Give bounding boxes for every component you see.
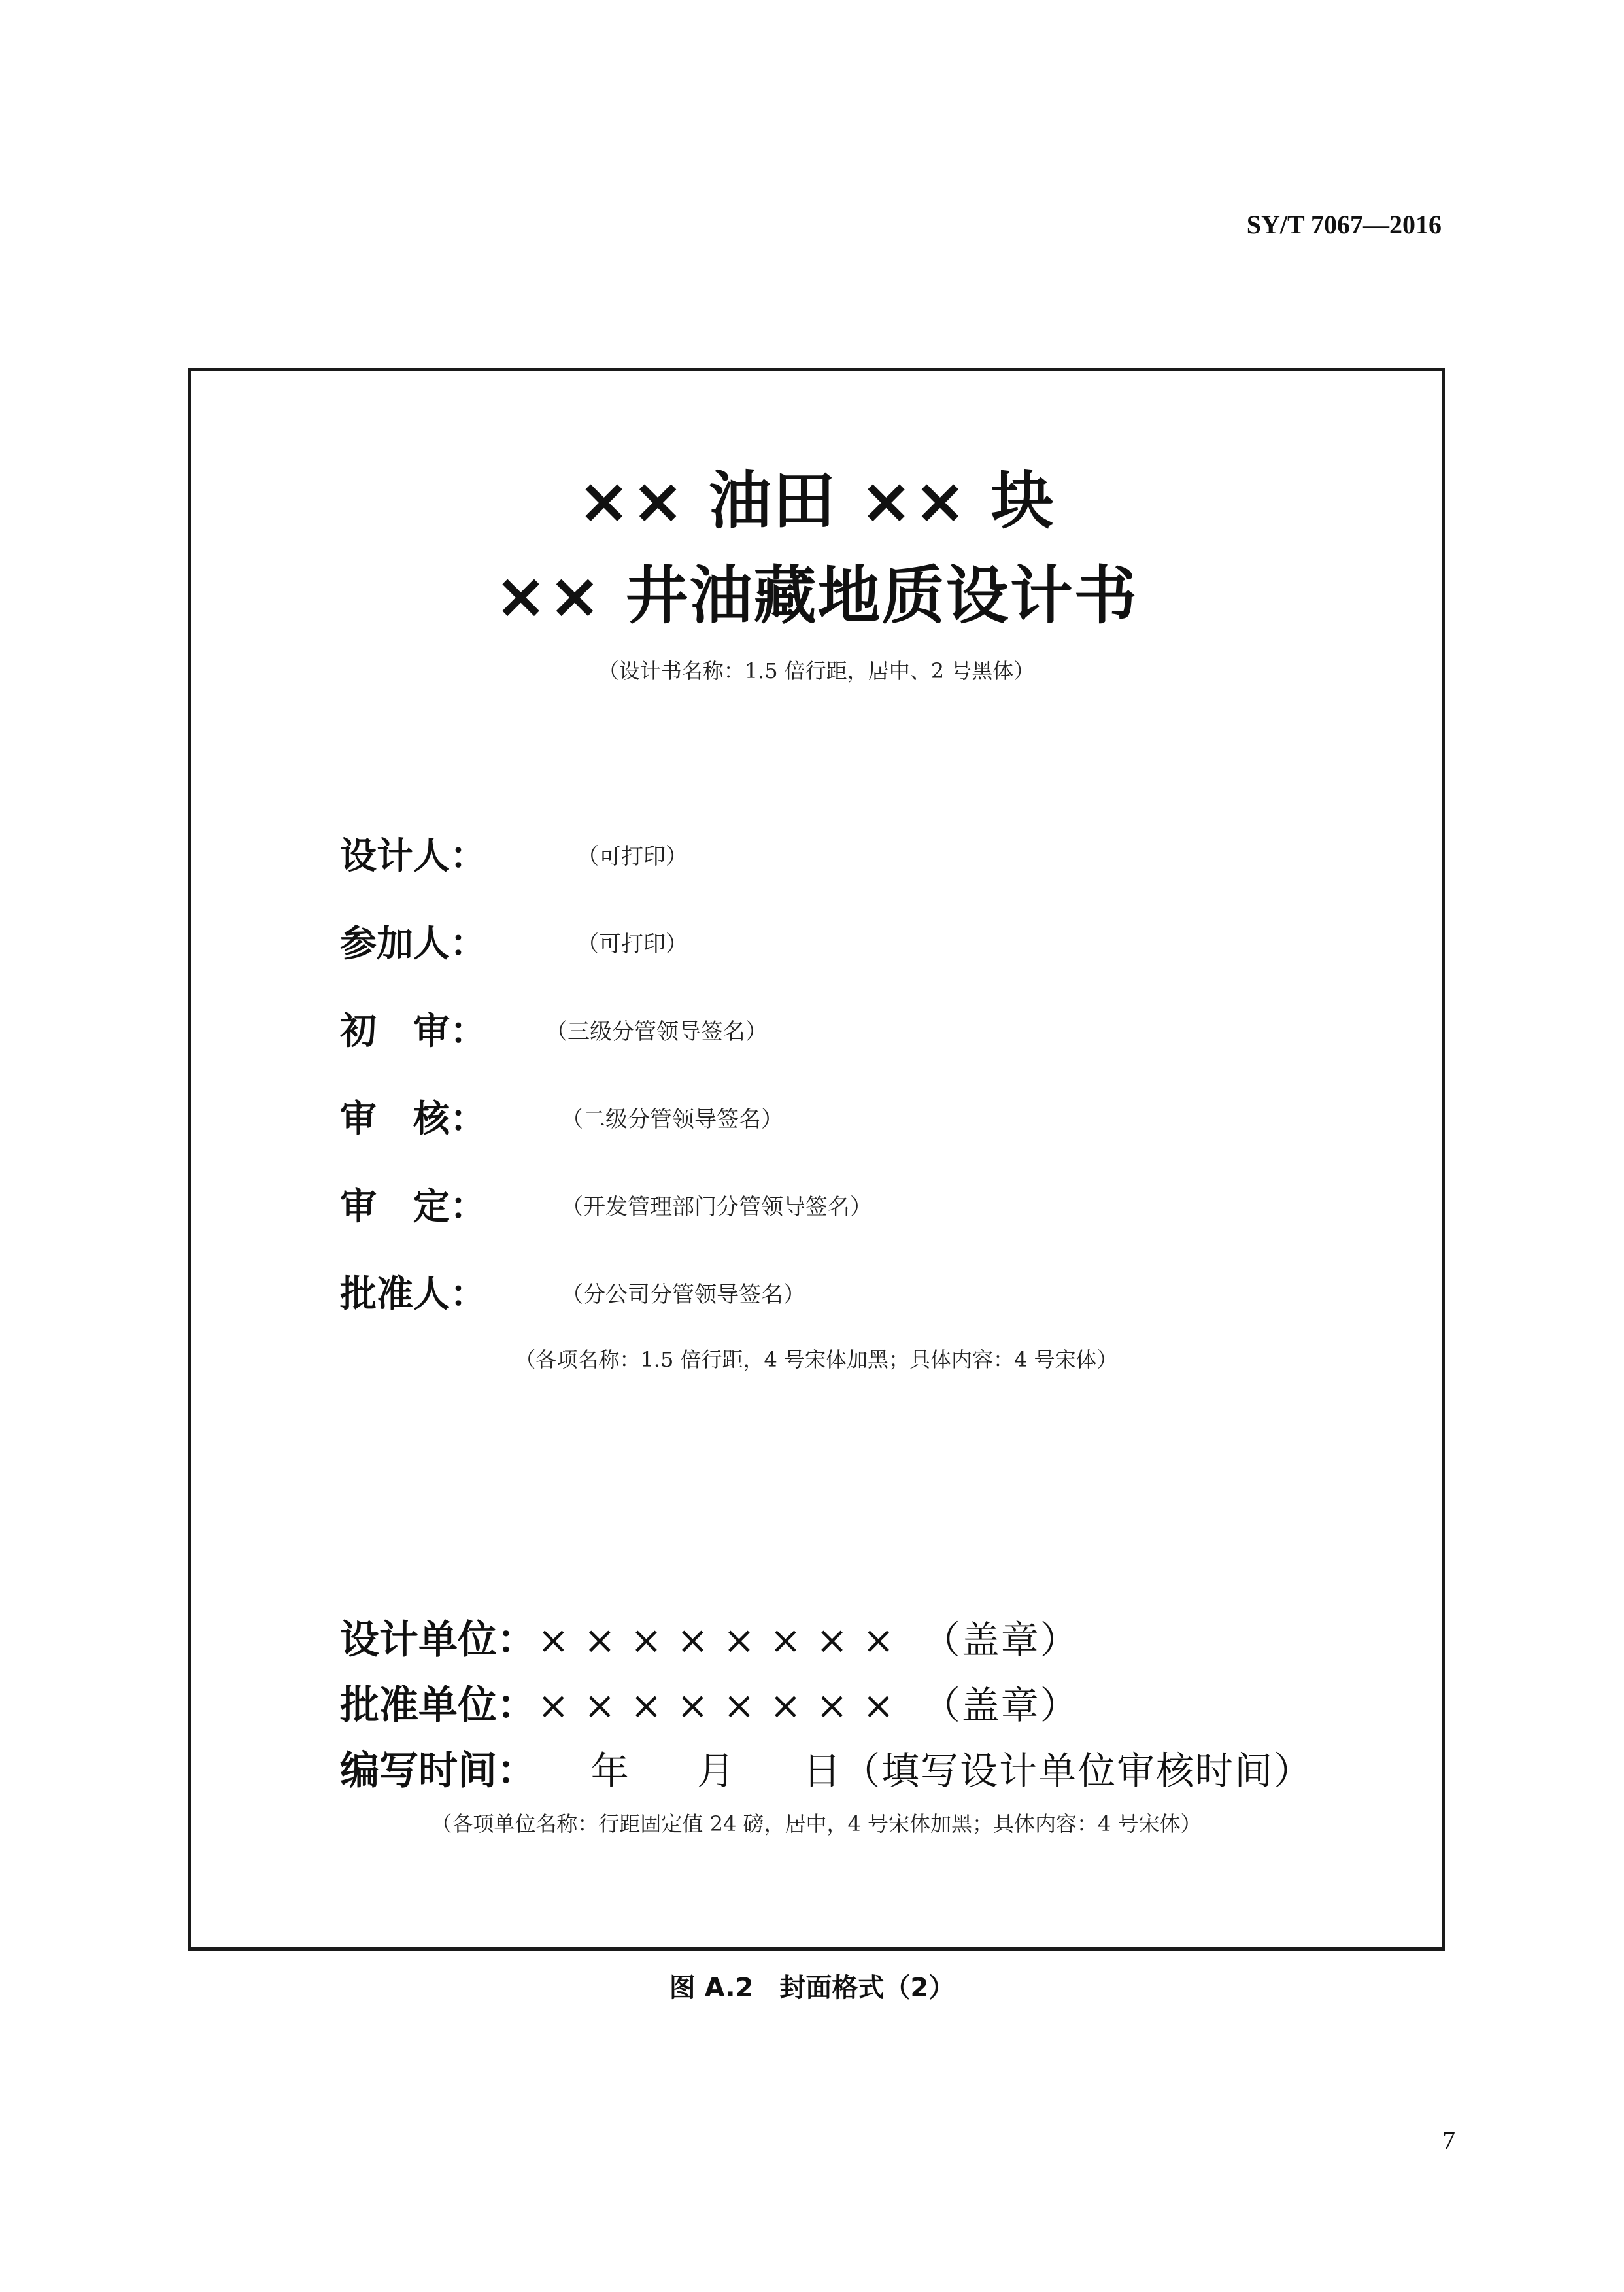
field-label: 设计人： [340,835,486,878]
field-value: （三级分管领导签名） [545,1019,768,1045]
field-value: × × × × × × × × （盖章） [537,1618,1079,1662]
field-label: 批准人： [340,1273,486,1316]
field-value: 年 月 日（填写设计单位审核时间） [537,1749,1313,1793]
field-value: （二级分管领导签名） [561,1106,783,1133]
title-format-note: （设计书名称：1.5 倍行距，居中、2 号黑体） [598,659,1035,683]
field-label: 编写时间： [340,1748,536,1794]
field-label: 参加人： [340,923,486,965]
cover-title-line2: ×× 井油藏地质设计书 [494,559,1138,632]
field-label: 设计单位： [340,1617,536,1663]
page-number: 7 [1442,2126,1455,2155]
figure-caption: 图 A.2 封面格式（2） [669,1973,955,2003]
field-value: × × × × × × × × （盖章） [537,1683,1079,1728]
cover-frame [188,368,1445,1951]
cover-title-line1: ×× 油田 ×× 块 [577,464,1055,538]
field-label: 初 审： [340,1010,486,1053]
field-value: （开发管理部门分管领导签名） [561,1194,872,1220]
bottom-format-note: （各项单位名称：行距固定值 24 磅，居中，4 号宋体加黑；具体内容：4 号宋体） [431,1811,1202,1836]
field-label: 审 定： [340,1186,486,1228]
fields-format-note: （各项名称：1.5 倍行距，4 号宋体加黑；具体内容：4 号宋体） [515,1347,1118,1372]
field-value: （分公司分管领导签名） [561,1282,805,1308]
field-value: （可打印） [577,844,688,870]
field-value: （可打印） [577,931,688,957]
field-label: 批准单位： [340,1683,536,1728]
field-label: 审 核： [340,1098,486,1140]
standard-number: SY/T 7067—2016 [1246,210,1442,239]
